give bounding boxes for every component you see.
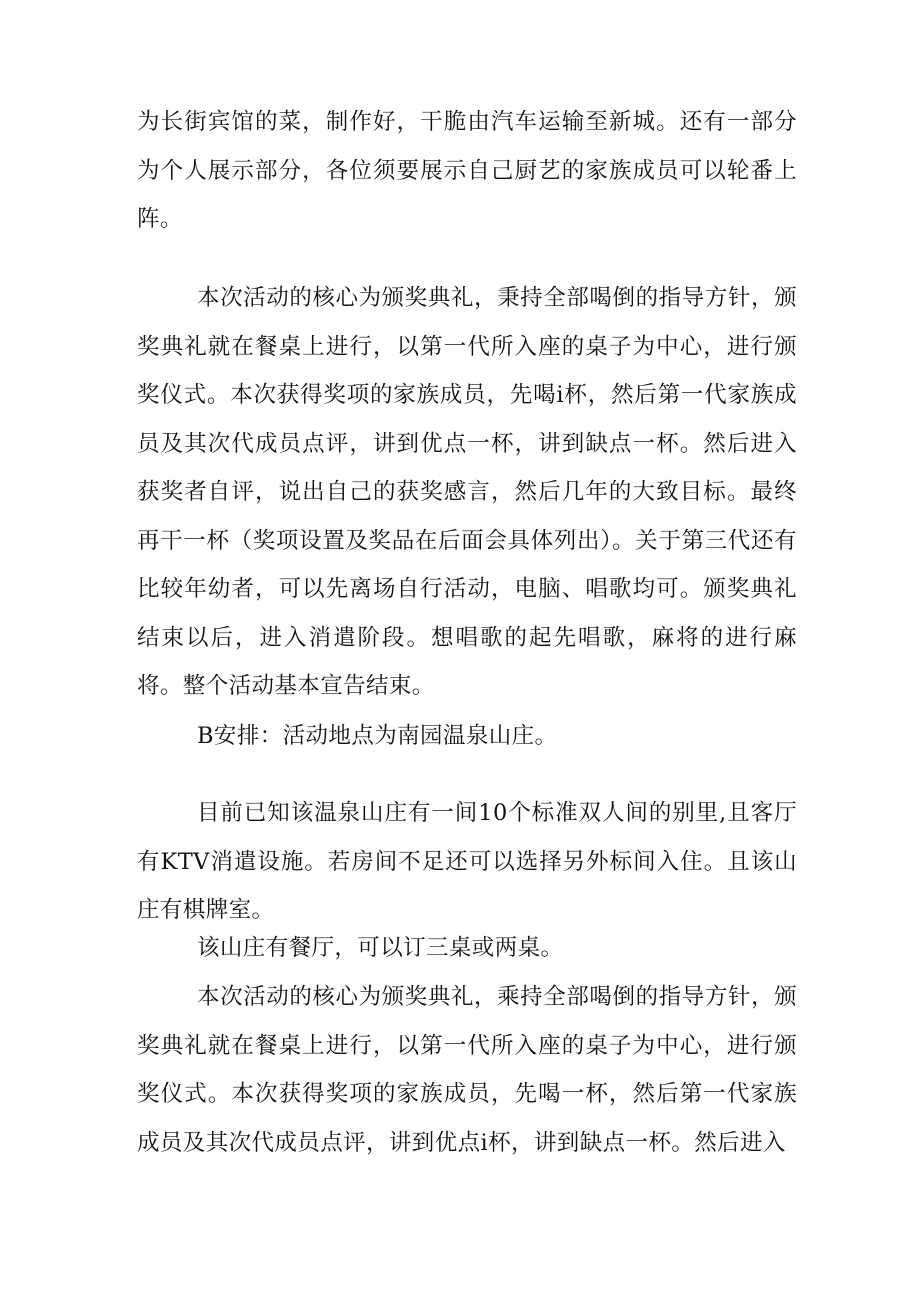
paragraph-villa-info: 目前已知该温泉山庄有一间10个标准双人间的别里,且客厅有KTV消遣设施。若房间不足还可以选择另外标间入住。且该山庄有棋牌室。 — [137, 800, 797, 923]
paragraph-restaurant: 该山庄有餐厅，可以订三桌或两桌。 — [197, 935, 564, 961]
paragraph-award-ceremony-repeat: 本次活动的核心为颁奖典礼，乘持全部喝倒的指导方针，颁奖典礼就在餐桌上进行，以第一代所入座的桌子为中心，进行颁奖仪式。本次获得奖项的家族成员，先喝一杯，然后第一代家族成员及其次代成员点评，讲到优点i杯，讲到缺点一杯。然后进入 — [137, 984, 797, 1156]
paragraph-continuation: 为长街宾馆的菜，制作好，干脆由汽车运输至新城。还有一部分为个人展示部分，各位须要展示自己厨艺的家族成员可以轮番上阵。 — [137, 109, 797, 232]
paragraph-plan-b: B安排：活动地点为南园温泉山庄。 — [197, 723, 558, 749]
paragraph-award-ceremony: 本次活动的核心为颁奖典礼，秉持全部喝倒的指导方针，颁奖典礼就在餐桌上进行，以第一代所入座的桌子为中心，进行颁奖仪式。本次获得奖项的家族成员，先喝i杯，然后第一代家族成员及其次代成员点评，讲到优点一杯，讲到缺点一杯。然后进入获奖者自评，说出自己的获奖感言，然后几年的大致目标。最终再干一杯（奖项设置及奖品在后面会具体列出）。关于第三代还有比较年幼者，可以先离场自行活动，电脑、唱歌均可。颁奖典礼结束以后，进入消遣阶段。想唱歌的起先唱歌，麻将的进行麻将。整个活动基本宣告结束。 — [137, 285, 797, 699]
